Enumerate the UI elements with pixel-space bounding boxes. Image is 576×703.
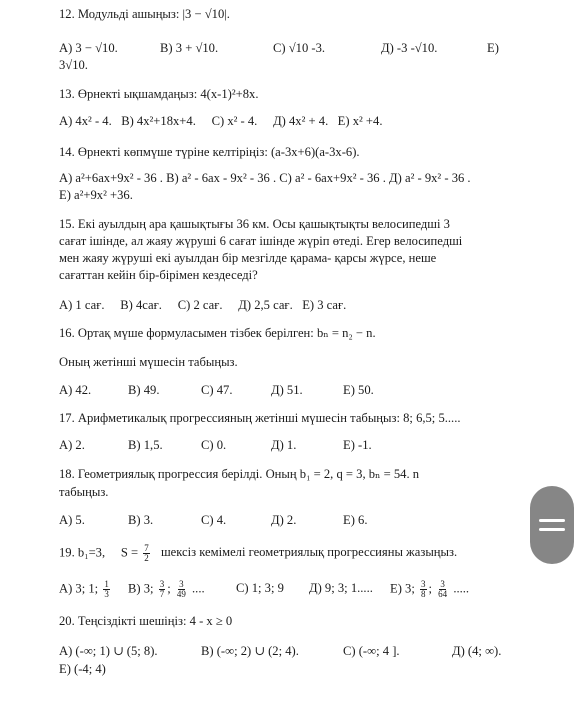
q20-option-c: C) (-∞; 4 ].	[343, 644, 400, 658]
q12-option-e-cont: 3√10.	[59, 58, 88, 72]
q19-e-den1: 8	[421, 589, 426, 599]
menu-icon-bar-bottom	[539, 528, 565, 531]
q19-option-c: C) 1; 3; 9	[236, 581, 284, 595]
q18-text2: табыңыз.	[59, 485, 109, 499]
q19-suffix: шексіз кемімелі геометриялық прогрессияны жазыңыз.	[160, 545, 458, 560]
q19-a-den: 3	[104, 589, 109, 599]
q20-option-e: E) (-4; 4)	[59, 662, 106, 676]
q19-b-num1: 3	[159, 579, 165, 589]
q19-b-den1: 7	[159, 589, 165, 599]
q18-option-d: Д) 2.	[271, 513, 297, 527]
q12-option-c: C) √10 -3.	[273, 41, 326, 55]
q15-line1: 15. Екі ауылдың ара қашықтығы 36 км. Осы қашықтықты велосипедші 3	[59, 217, 450, 231]
q20-text: 20. Теңсіздікті шешіңіз: 4 - x ≥ 0	[59, 614, 233, 628]
q19-b-frac2	[176, 580, 187, 599]
q19-e-frac2	[437, 580, 448, 599]
q17-option-c: C) 0.	[201, 438, 227, 452]
q18-option-b: B) 3.	[128, 513, 154, 527]
q20-option-a: A) (-∞; 1) ∪ (5; 8).	[59, 644, 158, 658]
menu-icon-bar-top	[539, 519, 565, 522]
q19-s-num: 7	[144, 543, 149, 553]
q19-option-a	[59, 580, 112, 599]
q18-option-e: E) 6.	[343, 513, 368, 527]
q14-text: 14. Өрнекті көпмүше түріне келтіріңіз: (a-3x+6)(a-3x-6).	[59, 145, 360, 159]
q19-e-den2: 64	[438, 589, 448, 599]
q18-option-a: A) 5.	[59, 513, 85, 527]
q16-option-a: A) 42.	[59, 383, 92, 397]
q19-e-pre: E) 3;	[390, 581, 415, 596]
q13-options: A) 4x² - 4. B) 4x²+18x+4. C) x² - 4. Д) 4x² + 4. E) x² +4.	[59, 114, 383, 128]
q19-b-num2: 3	[179, 579, 184, 589]
q13-text: 13. Өрнекті ықшамдаңыз: 4(x-1)²+8x.	[59, 87, 259, 101]
q16-option-b: B) 49.	[128, 383, 160, 397]
q19-a-frac	[103, 580, 110, 599]
q19-option-e: E) 3; $\frac{3}{8}$ ; $\frac{3}{64}$ .....	[390, 579, 470, 599]
q19-s-fraction	[143, 544, 150, 563]
q15-line2: сағат ішінде, ал жаяу жүруші 6 сағат ішінде жүріп өтеді. Егер велосипедші	[59, 234, 463, 248]
q12-option-d: Д) -3 -√10.	[381, 41, 438, 55]
q15-line3: мен жаяу жүруші екі ауылдан бір мезгілде қарама- қарсы жүрсе, неше	[59, 251, 437, 265]
q12-text: 12. Модульді ашыңыз: |3 − √10|.	[59, 7, 230, 21]
q16-option-d: Д) 51.	[271, 383, 303, 397]
q17-option-b: B) 1,5.	[128, 438, 163, 452]
q19-b-tail: ....	[192, 581, 205, 596]
q19-option-d: Д) 9; 3; 1.....	[309, 581, 373, 595]
q19-e-num2: 3	[440, 579, 445, 589]
q19-b-frac1	[159, 580, 166, 599]
q19-a-pre: A) 3; 1;	[59, 581, 99, 596]
q14-options-line1: A) a²+6ax+9x² - 36 . B) a² - 6ax - 9x² - 36 . C) a² - 6ax+9x² - 36 . Д) a² - 9x² - 36 .	[59, 171, 471, 185]
q19-a-num: 1	[104, 579, 109, 589]
q20-option-b: B) (-∞; 2) ∪ (2; 4).	[201, 644, 299, 658]
q15-options: A) 1 сағ. B) 4сағ. C) 2 сағ. Д) 2,5 сағ. E) 3 сағ.	[59, 298, 347, 312]
q16-option-e: E) 50.	[343, 383, 374, 397]
q12-option-e: E)	[487, 41, 499, 55]
q19-prefix: 19. b₁=3, S =	[59, 545, 139, 560]
q17-option-e: E) -1.	[343, 438, 372, 452]
q19-e-num1: 3	[421, 579, 426, 589]
q12-option-a: A) 3 − √10.	[59, 41, 118, 55]
q15-line4: сағаттан кейін бір-бірімен кездеседі?	[59, 268, 258, 282]
q17-option-d: Д) 1.	[271, 438, 297, 452]
q19-question	[59, 544, 457, 563]
q18-text: 18. Геометриялық прогрессия берілді. Оның b₁ = 2, q = 3, bₙ = 54. n	[59, 467, 420, 481]
q20-option-d: Д) (4; ∞).	[452, 644, 502, 658]
q16-option-c: C) 47.	[201, 383, 233, 397]
q19-b-pre: B) 3;	[128, 581, 154, 596]
q14-options-line2: E) a²+9x² +36.	[59, 188, 133, 202]
q12-option-b: B) 3 + √10.	[160, 41, 219, 55]
q16-text: 16. Ортақ мүше формуласымен тізбек берілген: bₙ = n₂ − n.	[59, 326, 376, 340]
q17-option-a: A) 2.	[59, 438, 85, 452]
q19-b-den2: 49	[176, 589, 186, 599]
menu-icon[interactable]	[530, 486, 574, 564]
q19-s-den: 2	[144, 553, 149, 563]
q16-text2: Оның жетінші мүшесін табыңыз.	[59, 355, 238, 369]
q19-e-tail: .....	[453, 581, 470, 596]
q17-text: 17. Арифметикалық прогрессияның жетінші мүшесін табыңыз: 8; 6,5; 5.....	[59, 411, 461, 425]
q19-option-b: B) 3; $\frac{3}{7}$ ; $\frac{3}{49}$ ....	[128, 579, 205, 599]
q19-e-frac1	[420, 580, 427, 599]
q18-option-c: C) 4.	[201, 513, 227, 527]
